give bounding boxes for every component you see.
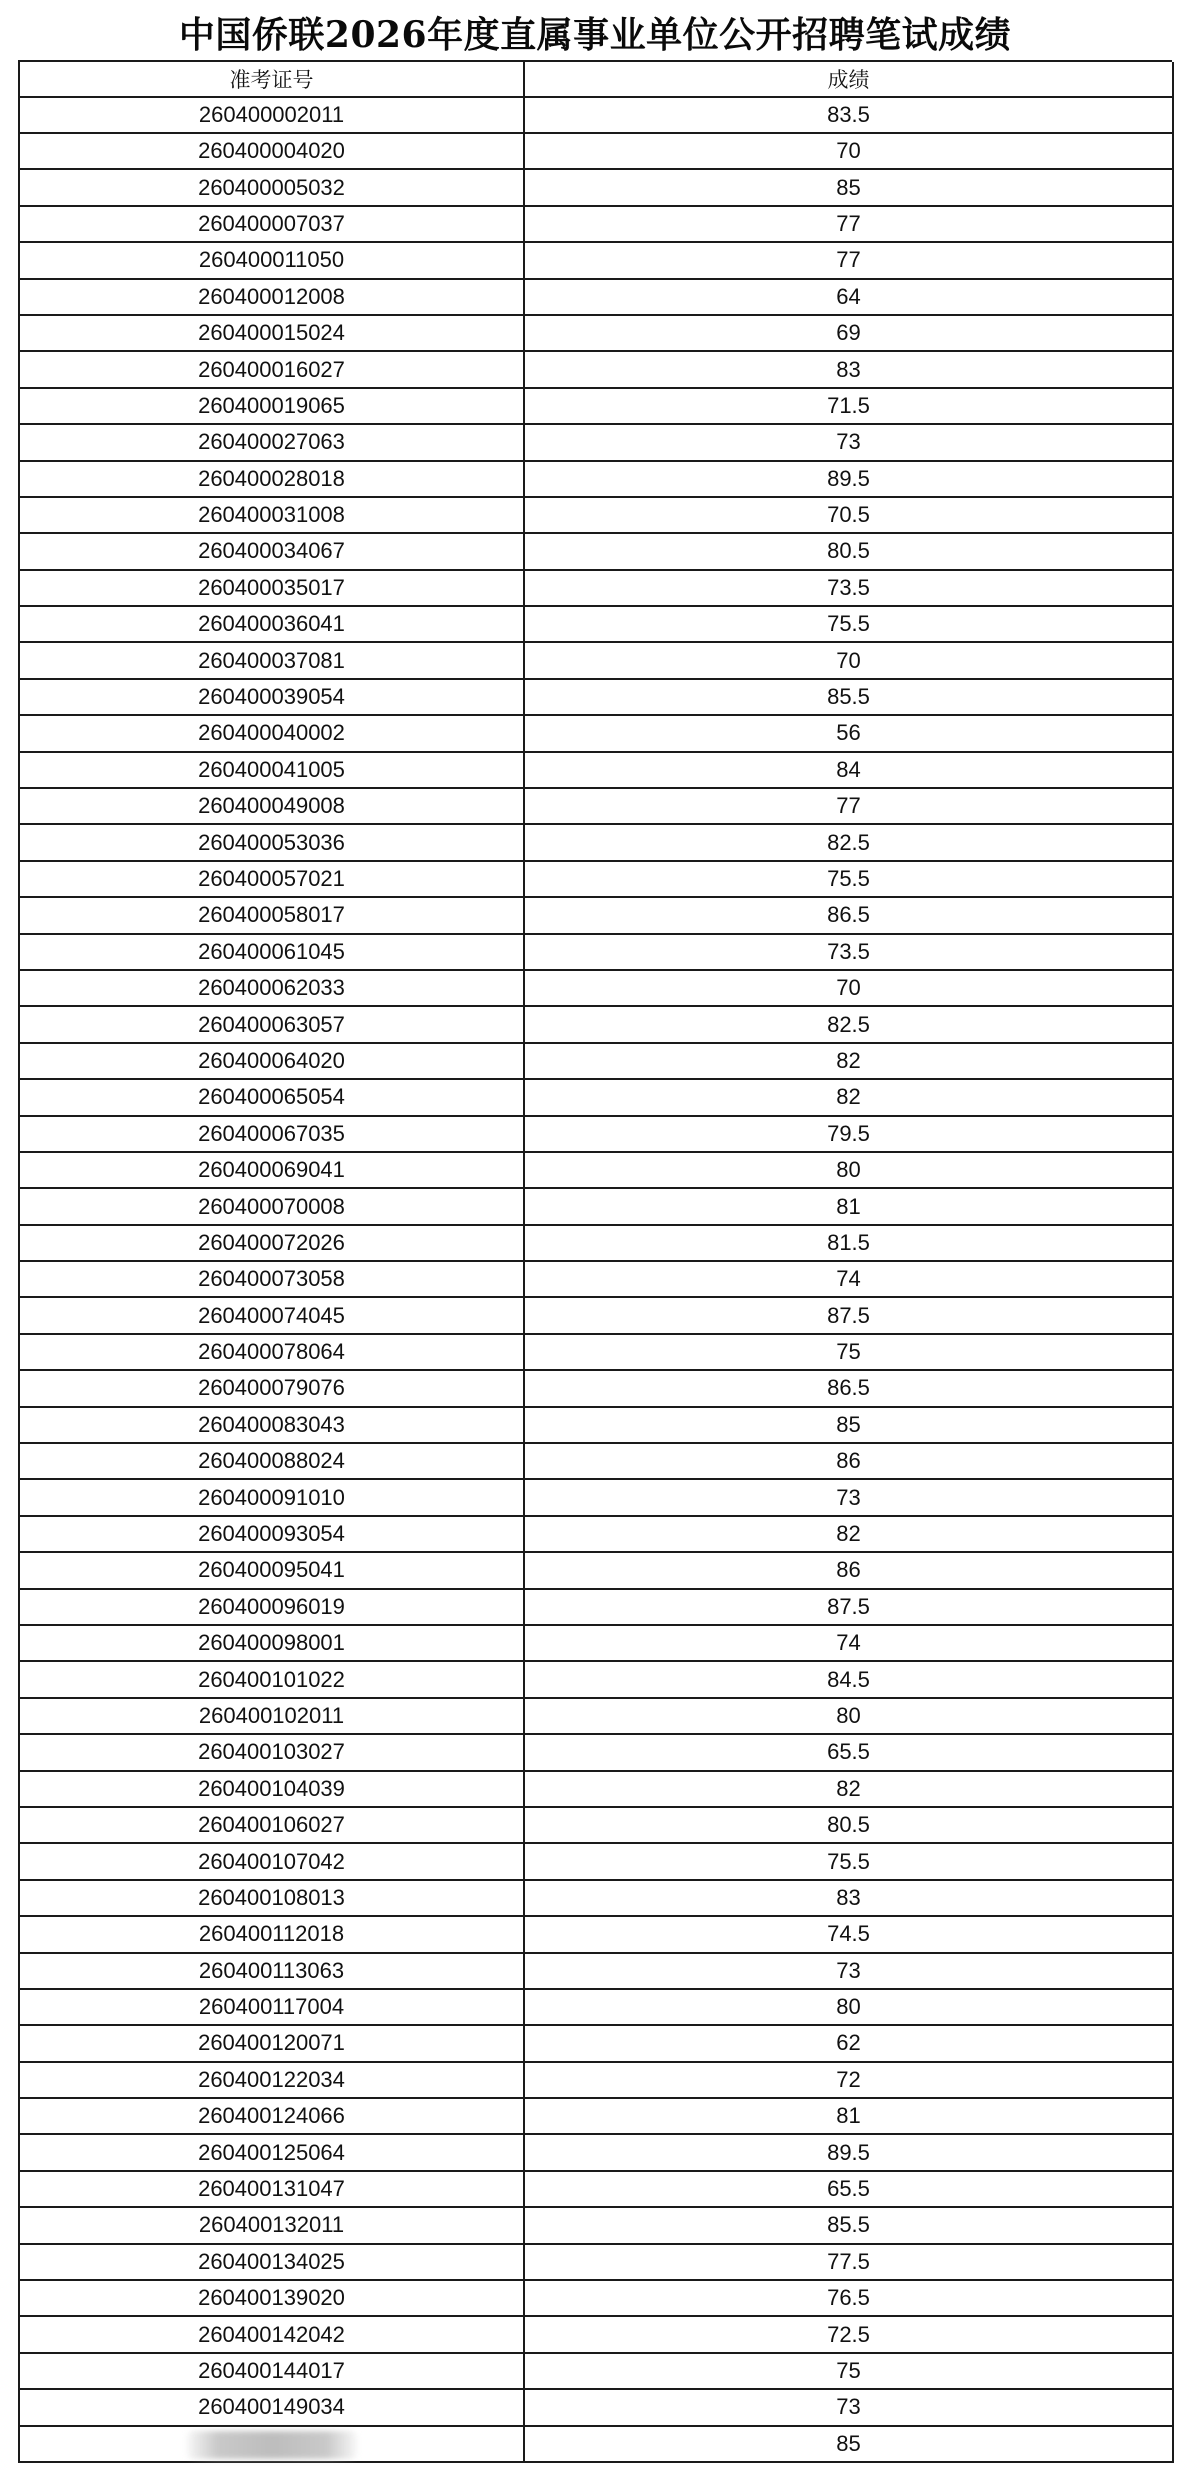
exam-id-cell: 260400061045 bbox=[19, 934, 524, 970]
table-row bbox=[19, 1006, 1173, 1042]
page-title: 中国侨联2026年度直属事业单位公开招聘笔试成绩 bbox=[18, 10, 1172, 62]
score-cell: 70 bbox=[524, 970, 1173, 1006]
exam-id-cell: 260400012008 bbox=[19, 279, 524, 315]
table-header-row bbox=[19, 62, 1173, 97]
table-row bbox=[19, 279, 1173, 315]
table-row bbox=[19, 679, 1173, 715]
score-cell: 80.5 bbox=[524, 533, 1173, 569]
table-row bbox=[19, 606, 1173, 642]
table-row bbox=[19, 533, 1173, 569]
exam-id-cell: 260400078064 bbox=[19, 1334, 524, 1370]
table-row bbox=[19, 2353, 1173, 2389]
score-cell: 84 bbox=[524, 752, 1173, 788]
score-cell: 86.5 bbox=[524, 1370, 1173, 1406]
table-row bbox=[19, 497, 1173, 533]
exam-id-cell: 260400049008 bbox=[19, 788, 524, 824]
score-cell: 62 bbox=[524, 2025, 1173, 2061]
table-row bbox=[19, 1916, 1173, 1952]
table-row bbox=[19, 133, 1173, 169]
exam-id-cell: 260400117004 bbox=[19, 1989, 524, 2025]
exam-id-cell: 260400004020 bbox=[19, 133, 524, 169]
score-cell: 80 bbox=[524, 1698, 1173, 1734]
exam-id-cell: 260400104039 bbox=[19, 1771, 524, 1807]
table-row bbox=[19, 715, 1173, 751]
table-row bbox=[19, 2171, 1173, 2207]
score-cell: 87.5 bbox=[524, 1297, 1173, 1333]
exam-id-cell: 260400040002 bbox=[19, 715, 524, 751]
score-cell: 85.5 bbox=[524, 679, 1173, 715]
exam-id-cell: 260400036041 bbox=[19, 606, 524, 642]
table-row bbox=[19, 1953, 1173, 1989]
score-cell: 64 bbox=[524, 279, 1173, 315]
exam-id-cell: 260400028018 bbox=[19, 461, 524, 497]
exam-id-cell bbox=[19, 2426, 524, 2462]
exam-id-cell: 260400134025 bbox=[19, 2244, 524, 2280]
score-table bbox=[18, 62, 1174, 2463]
table-body bbox=[19, 97, 1173, 2462]
score-cell: 83.5 bbox=[524, 97, 1173, 133]
exam-id-cell: 260400088024 bbox=[19, 1443, 524, 1479]
exam-id-cell: 260400002011 bbox=[19, 97, 524, 133]
score-cell: 75 bbox=[524, 2353, 1173, 2389]
exam-id-cell: 260400073058 bbox=[19, 1261, 524, 1297]
table-row bbox=[19, 1261, 1173, 1297]
score-cell: 77 bbox=[524, 788, 1173, 824]
exam-id-cell: 260400027063 bbox=[19, 424, 524, 460]
table-row bbox=[19, 2280, 1173, 2316]
table-row bbox=[19, 206, 1173, 242]
score-cell: 81 bbox=[524, 2098, 1173, 2134]
score-cell: 85.5 bbox=[524, 2207, 1173, 2243]
score-cell: 80 bbox=[524, 1152, 1173, 1188]
exam-id-cell: 260400039054 bbox=[19, 679, 524, 715]
table-row bbox=[19, 169, 1173, 205]
exam-id-cell: 260400031008 bbox=[19, 497, 524, 533]
table-row bbox=[19, 570, 1173, 606]
exam-id-cell: 260400064020 bbox=[19, 1043, 524, 1079]
table-row bbox=[19, 970, 1173, 1006]
exam-id-cell: 260400074045 bbox=[19, 1297, 524, 1333]
table-row bbox=[19, 1443, 1173, 1479]
score-cell: 74.5 bbox=[524, 1916, 1173, 1952]
score-cell: 82 bbox=[524, 1516, 1173, 1552]
exam-id-cell: 260400112018 bbox=[19, 1916, 524, 1952]
score-cell: 89.5 bbox=[524, 2134, 1173, 2170]
score-cell: 65.5 bbox=[524, 2171, 1173, 2207]
exam-id-cell: 260400098001 bbox=[19, 1625, 524, 1661]
exam-id-cell: 260400070008 bbox=[19, 1188, 524, 1224]
score-cell: 75.5 bbox=[524, 861, 1173, 897]
score-cell: 80.5 bbox=[524, 1807, 1173, 1843]
table-row bbox=[19, 1661, 1173, 1697]
column-header-score: 成绩 bbox=[524, 62, 1173, 97]
score-cell: 77.5 bbox=[524, 2244, 1173, 2280]
score-cell: 72.5 bbox=[524, 2316, 1173, 2352]
table-row bbox=[19, 642, 1173, 678]
table-row bbox=[19, 934, 1173, 970]
table-row bbox=[19, 351, 1173, 387]
table-row bbox=[19, 824, 1173, 860]
exam-id-cell: 260400019065 bbox=[19, 388, 524, 424]
table-row bbox=[19, 1479, 1173, 1515]
exam-id-cell: 260400125064 bbox=[19, 2134, 524, 2170]
score-cell: 56 bbox=[524, 715, 1173, 751]
exam-id-cell: 260400142042 bbox=[19, 2316, 524, 2352]
table-row bbox=[19, 1589, 1173, 1625]
table-row bbox=[19, 1880, 1173, 1916]
exam-id-cell: 260400069041 bbox=[19, 1152, 524, 1188]
exam-id-cell: 260400122034 bbox=[19, 2062, 524, 2098]
table-row bbox=[19, 1734, 1173, 1770]
table-row bbox=[19, 1370, 1173, 1406]
exam-id-cell: 260400093054 bbox=[19, 1516, 524, 1552]
exam-id-cell: 260400035017 bbox=[19, 570, 524, 606]
score-cell: 74 bbox=[524, 1625, 1173, 1661]
score-cell: 73 bbox=[524, 2389, 1173, 2425]
table-row bbox=[19, 1225, 1173, 1261]
score-cell: 75.5 bbox=[524, 1843, 1173, 1879]
table-row bbox=[19, 1843, 1173, 1879]
score-cell: 75 bbox=[524, 1334, 1173, 1370]
table-row bbox=[19, 242, 1173, 278]
score-cell: 82 bbox=[524, 1771, 1173, 1807]
exam-id-cell: 260400057021 bbox=[19, 861, 524, 897]
exam-id-cell: 260400108013 bbox=[19, 1880, 524, 1916]
exam-id-cell: 260400072026 bbox=[19, 1225, 524, 1261]
score-cell: 75.5 bbox=[524, 606, 1173, 642]
score-cell: 73 bbox=[524, 1953, 1173, 1989]
table-row bbox=[19, 1516, 1173, 1552]
score-cell: 73 bbox=[524, 424, 1173, 460]
exam-id-cell: 260400101022 bbox=[19, 1661, 524, 1697]
exam-id-cell: 260400062033 bbox=[19, 970, 524, 1006]
exam-id-cell: 260400011050 bbox=[19, 242, 524, 278]
score-cell: 82 bbox=[524, 1079, 1173, 1115]
exam-id-cell: 260400103027 bbox=[19, 1734, 524, 1770]
table-row bbox=[19, 1989, 1173, 2025]
table-row bbox=[19, 2389, 1173, 2425]
table-row bbox=[19, 788, 1173, 824]
table-row bbox=[19, 1152, 1173, 1188]
score-cell: 70 bbox=[524, 642, 1173, 678]
exam-id-cell: 260400067035 bbox=[19, 1116, 524, 1152]
exam-id-cell: 260400058017 bbox=[19, 897, 524, 933]
exam-id-cell: 260400007037 bbox=[19, 206, 524, 242]
exam-id-cell: 260400079076 bbox=[19, 1370, 524, 1406]
exam-id-cell: 260400037081 bbox=[19, 642, 524, 678]
exam-id-cell: 260400102011 bbox=[19, 1698, 524, 1734]
table-row bbox=[19, 315, 1173, 351]
score-cell: 77 bbox=[524, 206, 1173, 242]
table-row bbox=[19, 1188, 1173, 1224]
exam-id-cell: 260400005032 bbox=[19, 169, 524, 205]
exam-id-cell: 260400149034 bbox=[19, 2389, 524, 2425]
exam-id-cell: 260400041005 bbox=[19, 752, 524, 788]
score-cell: 71.5 bbox=[524, 388, 1173, 424]
score-cell: 73.5 bbox=[524, 934, 1173, 970]
table-row bbox=[19, 752, 1173, 788]
score-document bbox=[18, 10, 1172, 2463]
score-cell: 80 bbox=[524, 1989, 1173, 2025]
score-cell: 82.5 bbox=[524, 1006, 1173, 1042]
score-cell: 85 bbox=[524, 169, 1173, 205]
exam-id-cell: 260400083043 bbox=[19, 1407, 524, 1443]
exam-id-cell: 260400106027 bbox=[19, 1807, 524, 1843]
table-row bbox=[19, 2316, 1173, 2352]
table-row bbox=[19, 1807, 1173, 1843]
table-row bbox=[19, 1043, 1173, 1079]
score-cell: 69 bbox=[524, 315, 1173, 351]
score-cell: 82 bbox=[524, 1043, 1173, 1079]
table-row bbox=[19, 2062, 1173, 2098]
score-cell: 74 bbox=[524, 1261, 1173, 1297]
score-cell: 83 bbox=[524, 351, 1173, 387]
score-cell: 82.5 bbox=[524, 824, 1173, 860]
exam-id-cell: 260400132011 bbox=[19, 2207, 524, 2243]
table-row bbox=[19, 861, 1173, 897]
score-cell: 73.5 bbox=[524, 570, 1173, 606]
table-row bbox=[19, 2134, 1173, 2170]
table-row bbox=[19, 388, 1173, 424]
table-row bbox=[19, 1334, 1173, 1370]
exam-id-cell: 260400113063 bbox=[19, 1953, 524, 1989]
score-cell: 81.5 bbox=[524, 1225, 1173, 1261]
table-row bbox=[19, 1079, 1173, 1115]
column-header-exam-id: 准考证号 bbox=[19, 62, 524, 97]
score-cell: 87.5 bbox=[524, 1589, 1173, 1625]
table-row bbox=[19, 97, 1173, 133]
table-row bbox=[19, 461, 1173, 497]
table-row bbox=[19, 2207, 1173, 2243]
score-cell: 83 bbox=[524, 1880, 1173, 1916]
table-row bbox=[19, 1698, 1173, 1734]
exam-id-cell: 260400096019 bbox=[19, 1589, 524, 1625]
score-cell: 70.5 bbox=[524, 497, 1173, 533]
table-row bbox=[19, 897, 1173, 933]
table-row bbox=[19, 1116, 1173, 1152]
table-row bbox=[19, 1625, 1173, 1661]
exam-id-cell: 260400107042 bbox=[19, 1843, 524, 1879]
exam-id-cell: 260400095041 bbox=[19, 1552, 524, 1588]
score-cell: 84.5 bbox=[524, 1661, 1173, 1697]
exam-id-cell: 260400034067 bbox=[19, 533, 524, 569]
score-cell: 85 bbox=[524, 1407, 1173, 1443]
score-cell: 72 bbox=[524, 2062, 1173, 2098]
score-cell: 86.5 bbox=[524, 897, 1173, 933]
exam-id-cell: 260400120071 bbox=[19, 2025, 524, 2061]
score-cell: 86 bbox=[524, 1443, 1173, 1479]
table-row bbox=[19, 2244, 1173, 2280]
score-cell: 73 bbox=[524, 1479, 1173, 1515]
exam-id-cell: 260400131047 bbox=[19, 2171, 524, 2207]
score-cell: 89.5 bbox=[524, 461, 1173, 497]
exam-id-cell: 260400015024 bbox=[19, 315, 524, 351]
table-row bbox=[19, 2025, 1173, 2061]
exam-id-cell: 260400016027 bbox=[19, 351, 524, 387]
exam-id-cell: 260400053036 bbox=[19, 824, 524, 860]
score-cell: 77 bbox=[524, 242, 1173, 278]
table-row bbox=[19, 424, 1173, 460]
table-row bbox=[19, 1407, 1173, 1443]
table-row bbox=[19, 2426, 1173, 2462]
exam-id-cell: 260400139020 bbox=[19, 2280, 524, 2316]
score-cell: 85 bbox=[524, 2426, 1173, 2462]
table-row bbox=[19, 1297, 1173, 1333]
table-row bbox=[19, 2098, 1173, 2134]
score-cell: 86 bbox=[524, 1552, 1173, 1588]
exam-id-cell: 260400065054 bbox=[19, 1079, 524, 1115]
exam-id-cell: 260400063057 bbox=[19, 1006, 524, 1042]
exam-id-cell: 260400124066 bbox=[19, 2098, 524, 2134]
score-cell: 79.5 bbox=[524, 1116, 1173, 1152]
exam-id-cell: 260400091010 bbox=[19, 1479, 524, 1515]
table-row bbox=[19, 1552, 1173, 1588]
score-cell: 76.5 bbox=[524, 2280, 1173, 2316]
score-cell: 70 bbox=[524, 133, 1173, 169]
exam-id-cell: 260400144017 bbox=[19, 2353, 524, 2389]
score-cell: 81 bbox=[524, 1188, 1173, 1224]
redacted-exam-id bbox=[187, 2431, 357, 2459]
table-row bbox=[19, 1771, 1173, 1807]
score-cell: 65.5 bbox=[524, 1734, 1173, 1770]
